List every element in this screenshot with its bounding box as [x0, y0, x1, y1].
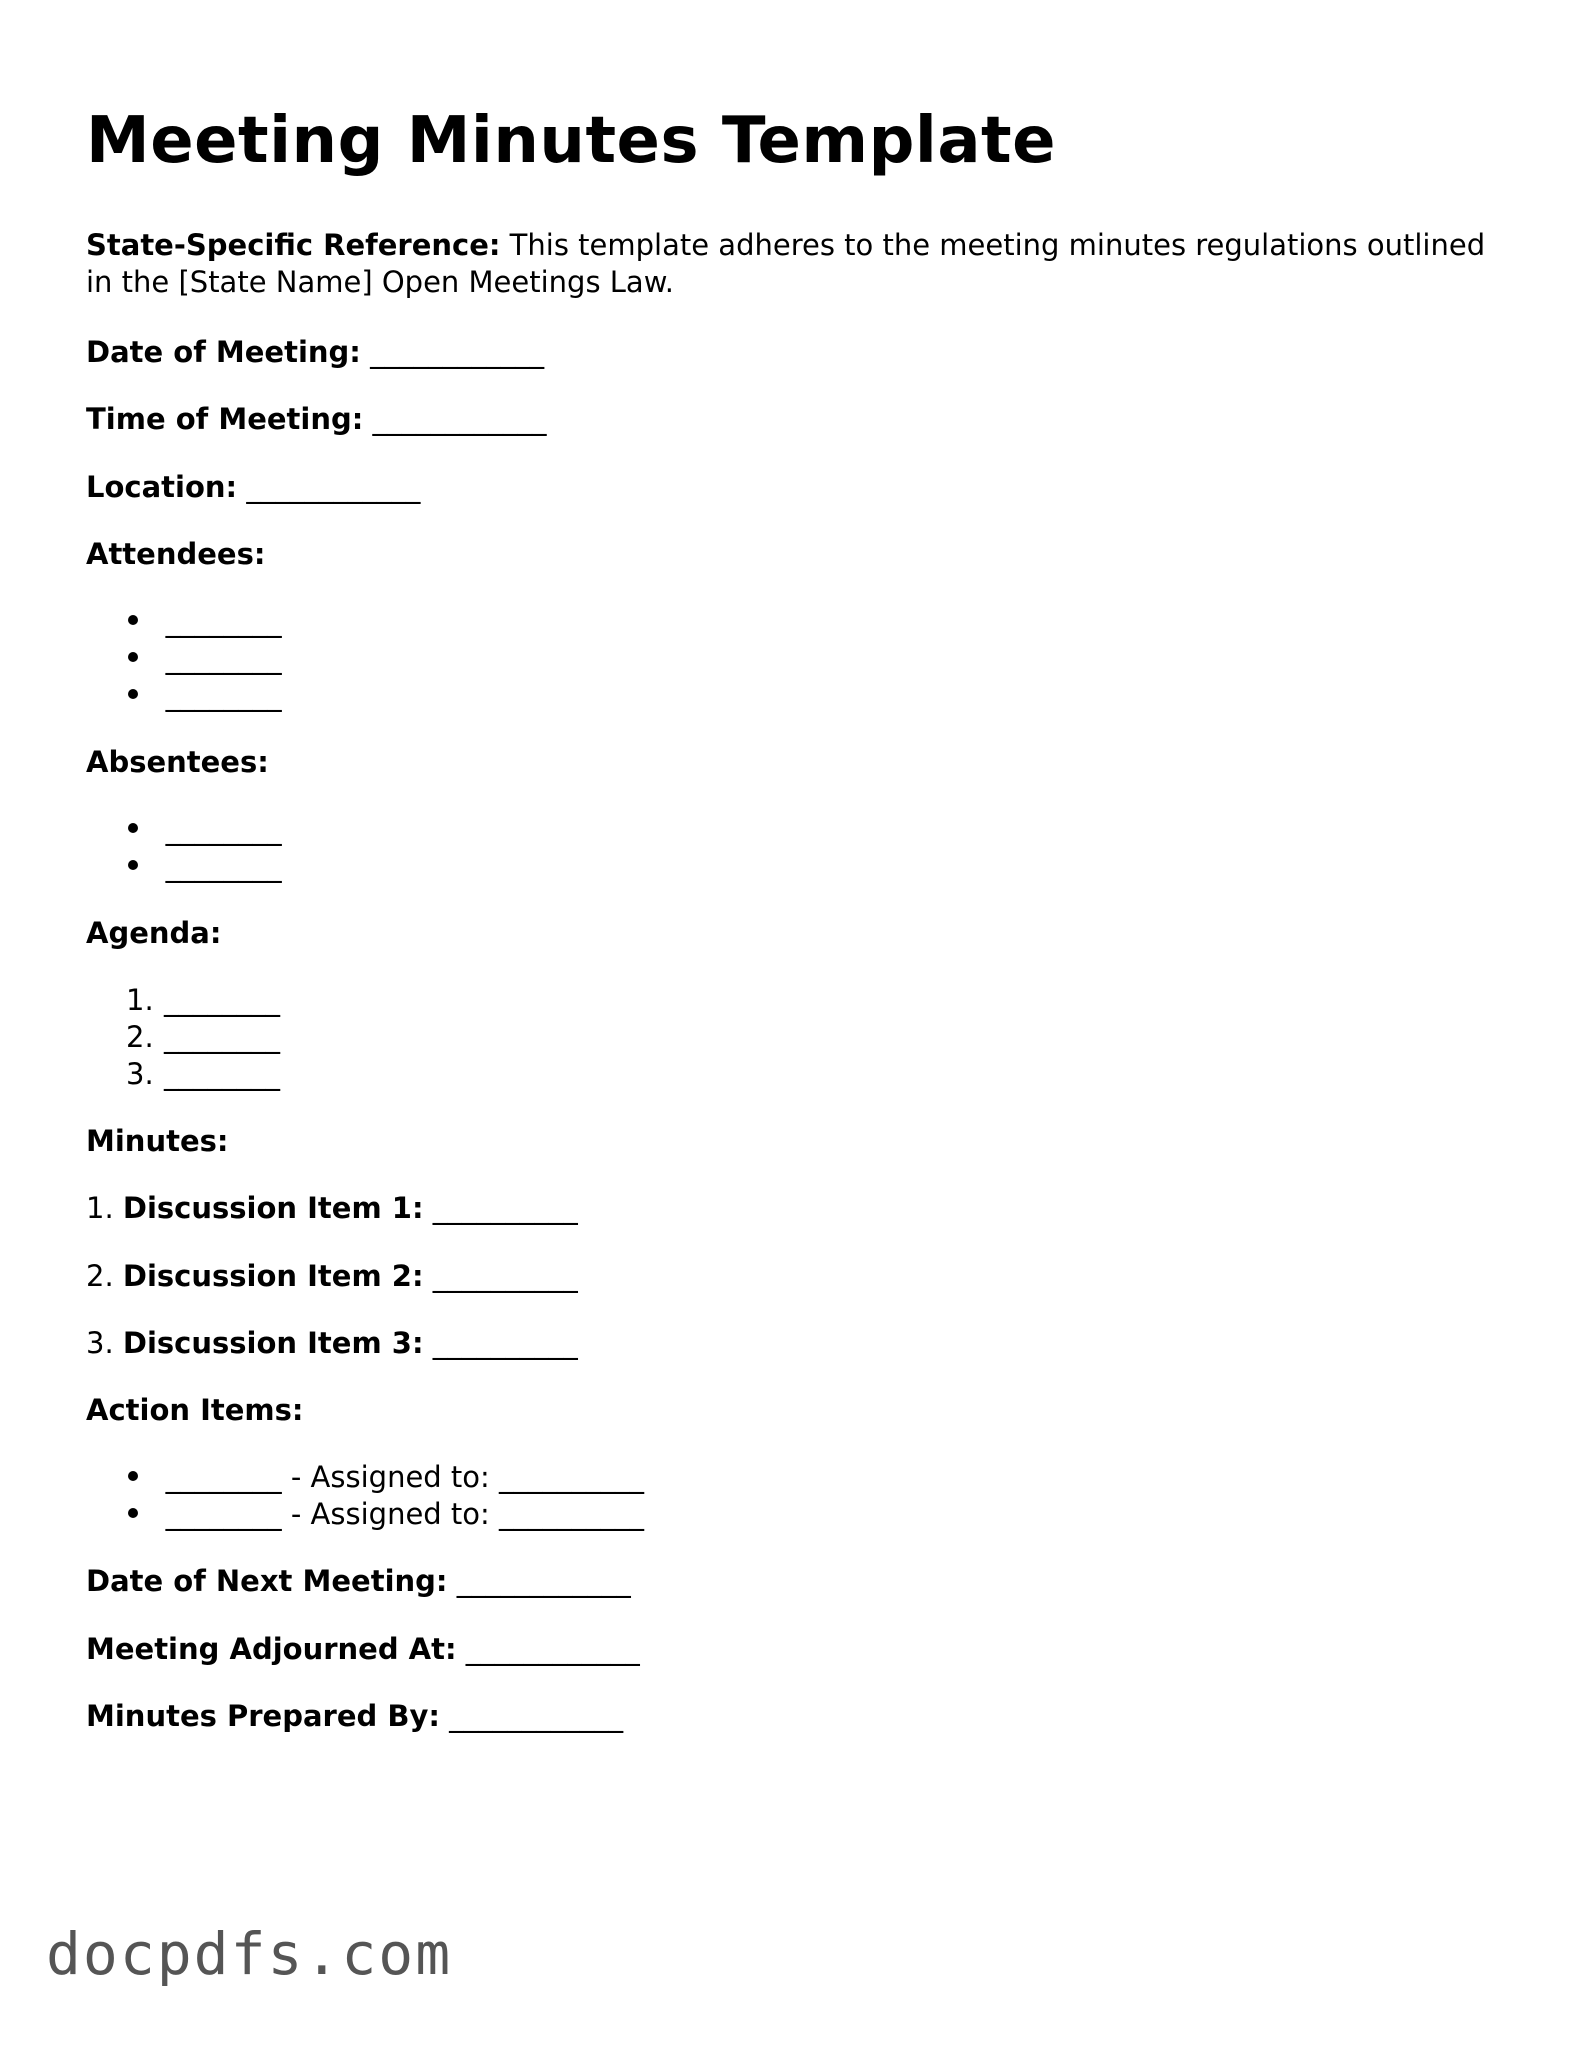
- bullet-dot: [128, 1471, 138, 1481]
- date-label: Date of Meeting:: [86, 335, 361, 369]
- action-blank[interactable]: ________: [165, 1497, 282, 1531]
- absentees-heading: Absentees:: [86, 745, 269, 779]
- location-field: [86, 469, 420, 506]
- prepared-by-blank[interactable]: ____________: [439, 1699, 624, 1733]
- attendee-blank[interactable]: ________: [165, 641, 282, 675]
- discussion-item: [86, 1190, 578, 1227]
- bullet-dot: [128, 615, 138, 625]
- attendee-blank[interactable]: ________: [165, 604, 282, 638]
- minutes-heading: Minutes:: [86, 1124, 229, 1158]
- bullet-dot: [128, 1508, 138, 1518]
- action-item: [128, 1496, 644, 1533]
- discussion-label: Discussion Item 3:: [122, 1326, 424, 1360]
- absentee-item: [128, 811, 282, 848]
- bullet-dot: [128, 689, 138, 699]
- discussion-blank[interactable]: __________: [423, 1326, 578, 1360]
- discussion-blank[interactable]: __________: [423, 1191, 578, 1225]
- time-label: Time of Meeting:: [86, 402, 364, 436]
- agenda-blank[interactable]: ________: [164, 983, 280, 1017]
- absentee-blank[interactable]: ________: [165, 812, 282, 846]
- discussion-label: Discussion Item 1:: [122, 1191, 424, 1225]
- action-item: [128, 1459, 644, 1496]
- agenda-number: 2.: [126, 1020, 154, 1054]
- prepared-by-label: Minutes Prepared By:: [86, 1699, 440, 1733]
- absentee-item: [128, 848, 282, 885]
- attendee-item: [128, 603, 282, 640]
- agenda-blank[interactable]: ________: [164, 1020, 280, 1054]
- prepared-by-field: [86, 1698, 623, 1735]
- next-meeting-blank[interactable]: ____________: [447, 1564, 631, 1598]
- location-label: Location:: [86, 470, 238, 504]
- adjourned-blank[interactable]: ____________: [456, 1632, 640, 1666]
- attendee-item: [128, 640, 282, 677]
- time-blank[interactable]: ____________: [363, 402, 547, 436]
- bullet-dot: [128, 860, 138, 870]
- adjourned-field: [86, 1631, 640, 1668]
- state-reference-label: State-Specific Reference:: [86, 228, 501, 262]
- discussion-label: Discussion Item 2:: [122, 1259, 424, 1293]
- action-assigned[interactable]: - Assigned to: __________: [281, 1460, 645, 1494]
- agenda-number: 3.: [126, 1057, 154, 1091]
- agenda-blank[interactable]: ________: [164, 1057, 280, 1091]
- bullet-dot: [128, 823, 138, 833]
- bullet-dot: [128, 652, 138, 662]
- next-meeting-label: Date of Next Meeting:: [86, 1564, 448, 1598]
- discussion-item: [86, 1258, 578, 1295]
- discussion-number: 3.: [86, 1326, 114, 1360]
- action-items-heading: Action Items:: [86, 1393, 304, 1427]
- attendees-heading: Attendees:: [86, 537, 266, 571]
- watermark: docpdfs.com: [46, 1920, 453, 1988]
- date-field: [86, 334, 544, 371]
- state-reference-text: This template adheres to the meeting minutes regulations outlined in the [State Name] Open Meetings Law.: [86, 228, 1486, 299]
- discussion-item: [86, 1325, 578, 1362]
- discussion-number: 2.: [86, 1259, 114, 1293]
- discussion-blank[interactable]: __________: [423, 1259, 578, 1293]
- time-field: [86, 401, 547, 438]
- agenda-number: 1.: [126, 983, 154, 1017]
- location-blank[interactable]: ____________: [237, 470, 421, 504]
- adjourned-label: Meeting Adjourned At:: [86, 1632, 457, 1666]
- discussion-number: 1.: [86, 1191, 114, 1225]
- date-blank[interactable]: ____________: [360, 335, 545, 369]
- attendee-blank[interactable]: ________: [165, 678, 282, 712]
- absentee-blank[interactable]: ________: [165, 849, 282, 883]
- next-meeting-field: [86, 1563, 631, 1600]
- attendee-item: [128, 677, 282, 714]
- page-title: Meeting Minutes Template: [86, 104, 1056, 178]
- action-assigned[interactable]: - Assigned to: __________: [281, 1497, 645, 1531]
- agenda-heading: Agenda:: [86, 916, 222, 950]
- action-blank[interactable]: ________: [165, 1460, 282, 1494]
- state-reference: [86, 227, 1486, 301]
